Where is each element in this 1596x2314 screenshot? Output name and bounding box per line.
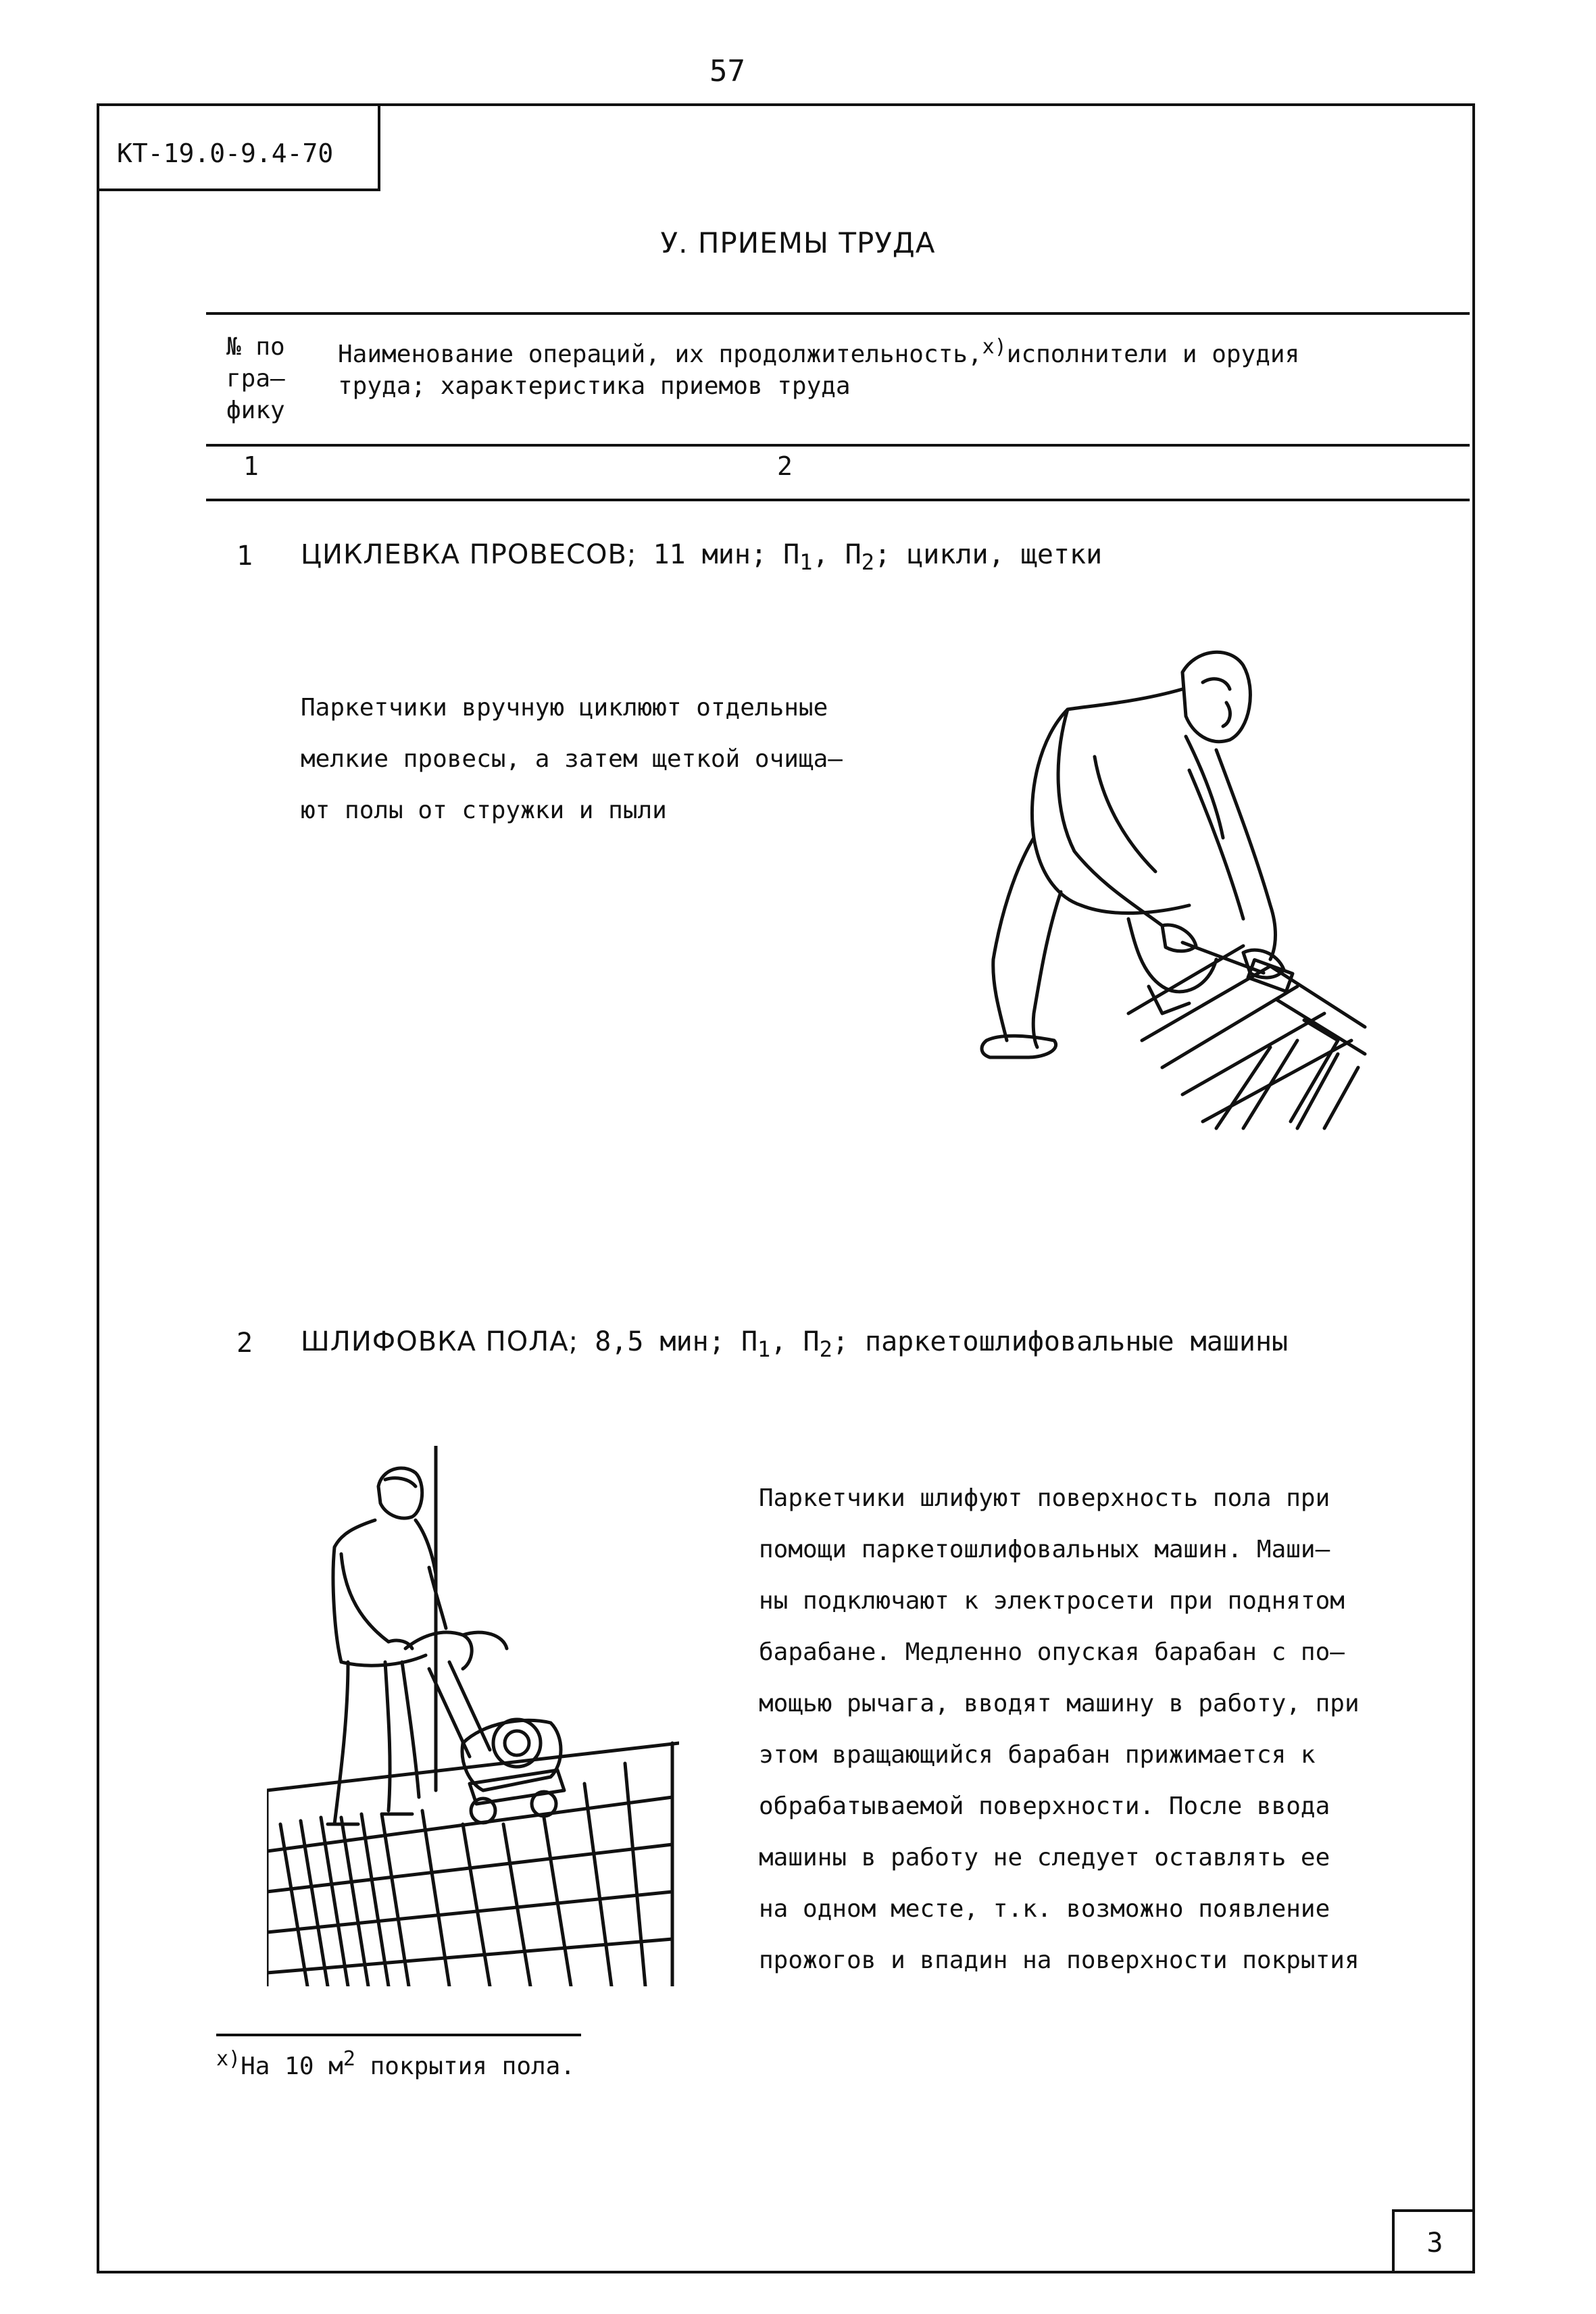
header-mid-rule (206, 444, 1470, 447)
operation-2-description: Паркетчики шлифуют поверхность пола при помощи паркетошлифовальных машин. Маши– ны подключают к электросети при поднятом барабане. Медленно опуская барабан с по– мощью рычага, вводят машину в работу, при этом вращающийся барабан прижимается к обрабатываемой поверхности. После ввода машины в работу не следует оставлять ее на одном месте, т.к. возможно появление прожогов и впадин на поверхности покрытия (759, 1484, 1360, 1974)
section-title: У. ПРИЕМЫ ТРУДА (660, 226, 936, 259)
worker-sanding-machine-illustration (267, 1446, 679, 1986)
operation-2-title: ШЛИФОВКА ПОЛА; 8,5 мин; $П_1$, $П_2$; паркетошлифовальные машины (301, 1326, 1289, 1362)
operation-1-number: 1 (236, 540, 253, 572)
header-col2-label: Наименование операций, их продолжительность,$^{x)}$исполнители и орудия труда; характеристика приемов труда (338, 335, 1300, 400)
operation-2-number: 2 (236, 1328, 253, 1359)
operation-1-title: ЦИКЛЕВКА ПРОВЕСОВ; 11 мин; $П_1$, $П_2$; цикли, щетки (301, 539, 1103, 575)
sheet-number: 3 (1392, 2209, 1475, 2273)
header-top-rule (206, 312, 1470, 315)
column-number-1: 1 (243, 451, 259, 481)
operation-1-description: Паркетчики вручную циклюют отдельные мелкие провесы, а затем щеткой очища– ют полы от стружки и пыли (301, 694, 843, 824)
column-number-2: 2 (777, 451, 793, 481)
worker-scraping-parquet-illustration (959, 635, 1378, 1135)
document-code: КТ-19.0-9.4-70 (97, 103, 380, 191)
header-col1-label: № по гра– фику (226, 333, 285, 424)
page-number: 57 (709, 54, 745, 89)
footnote: $^{x)}$На 10 $м^2$ покрытия пола. (216, 2047, 576, 2080)
header-bottom-rule (206, 499, 1470, 501)
footnote-rule (216, 2034, 581, 2036)
